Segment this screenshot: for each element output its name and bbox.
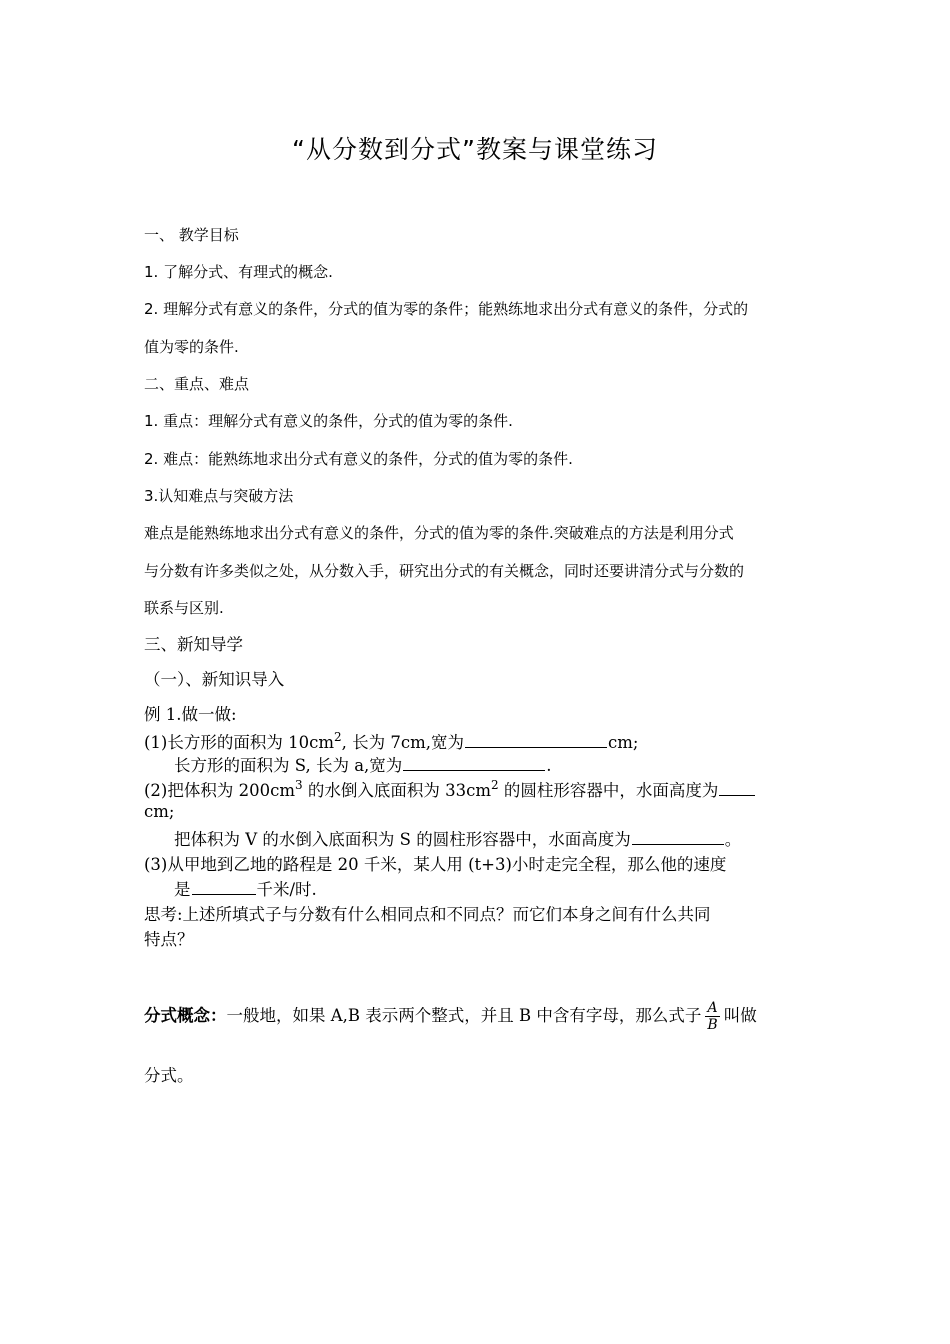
q1a-unit: cm;	[608, 733, 639, 752]
q1a-text-mid: , 长为 7cm,宽为	[341, 733, 465, 752]
concept-definition	[144, 1000, 757, 1033]
difficulty-paragraph-line-3: 联系与区别.	[144, 599, 224, 617]
concept-text-end: 叫做	[723, 1006, 757, 1025]
q3b-text: 是	[174, 880, 191, 899]
difficulty-paragraph-line-2: 与分数有许多类似之处，从分数入手，研究出分式的有关概念，同时还要讲清分式与分数的	[144, 562, 745, 580]
question-1a	[144, 729, 638, 753]
subsection-heading: （一）、新知识导入	[144, 670, 285, 689]
question-2a	[144, 777, 756, 801]
think-question-line-1: 思考:上述所填式子与分数有什么相同点和不同点？而它们本身之间有什么共同	[144, 905, 711, 924]
q2c-end: 。	[724, 830, 742, 849]
think-question-line-2: 特点？	[144, 930, 194, 949]
question-1b	[174, 752, 552, 776]
fraction-denominator: B	[707, 1017, 718, 1033]
q1a-superscript: 2	[334, 730, 342, 744]
section-heading-new-knowledge: 三、新知导学	[144, 635, 243, 654]
concept-definition-cont: 分式。	[144, 1066, 194, 1085]
concept-text: 一般地，如果 A,B 表示两个整式，并且 B 中含有字母，那么式子	[226, 1006, 702, 1025]
fraction-a-over-b	[705, 1000, 719, 1033]
question-3b	[174, 876, 317, 900]
goal-item-1: 1. 了解分式、有理式的概念.	[144, 263, 333, 281]
concept-label: 分式概念	[144, 1006, 210, 1025]
q1b-end: .	[546, 756, 552, 775]
q2a-text-2: 的水倒入底面积为 33cm	[307, 781, 492, 800]
answer-blank[interactable]	[632, 830, 724, 845]
q2a-text-1: (2)把体积为 200cm	[144, 781, 295, 800]
section-heading-goals: 一、 教学目标	[144, 226, 239, 244]
section-heading-keypoints: 二、重点、难点	[144, 375, 250, 393]
question-2b: cm;	[144, 802, 175, 821]
page-title: “从分数到分式”教案与课堂练习	[292, 135, 658, 164]
difficulty-paragraph-line-1: 难点是能熟练地求出分式有意义的条件，分式的值为零的条件.突破难点的方法是利用分式	[144, 524, 734, 542]
keypoint-item-3: 3.认知难点与突破方法	[144, 487, 294, 505]
goal-item-2-cont: 值为零的条件.	[144, 338, 239, 356]
example-heading: 例 1.做一做:	[144, 705, 237, 724]
keypoint-item-2: 2. 难点：能熟练地求出分式有意义的条件，分式的值为零的条件.	[144, 450, 573, 468]
fraction-numerator: A	[705, 1000, 719, 1017]
concept-colon: ：	[210, 1006, 227, 1025]
keypoint-item-1: 1. 重点：理解分式有意义的条件，分式的值为零的条件.	[144, 412, 513, 430]
answer-blank[interactable]	[192, 880, 256, 895]
q1b-text: 长方形的面积为 S, 长为 a,宽为	[174, 756, 403, 775]
q2a-superscript-2: 2	[491, 778, 499, 792]
q2a-superscript-1: 3	[295, 778, 303, 792]
answer-blank[interactable]	[719, 781, 755, 796]
answer-blank[interactable]	[465, 733, 607, 748]
goal-item-2: 2. 理解分式有意义的条件，分式的值为零的条件；能熟练地求出分式有意义的条件，分式的	[144, 300, 749, 318]
q3b-unit: 千米/时.	[256, 880, 317, 899]
q2c-text: 把体积为 V 的水倒入底面积为 S 的圆柱形容器中，水面高度为	[174, 830, 631, 849]
answer-blank[interactable]	[403, 756, 545, 771]
question-3a: (3)从甲地到乙地的路程是 20 千米，某人用 (t+3)小时走完全程，那么他的速度	[144, 855, 727, 874]
question-2c	[174, 826, 741, 850]
q2a-text-3: 的圆柱形容器中，水面高度为	[503, 781, 719, 800]
q1a-text: (1)长方形的面积为 10cm	[144, 733, 334, 752]
